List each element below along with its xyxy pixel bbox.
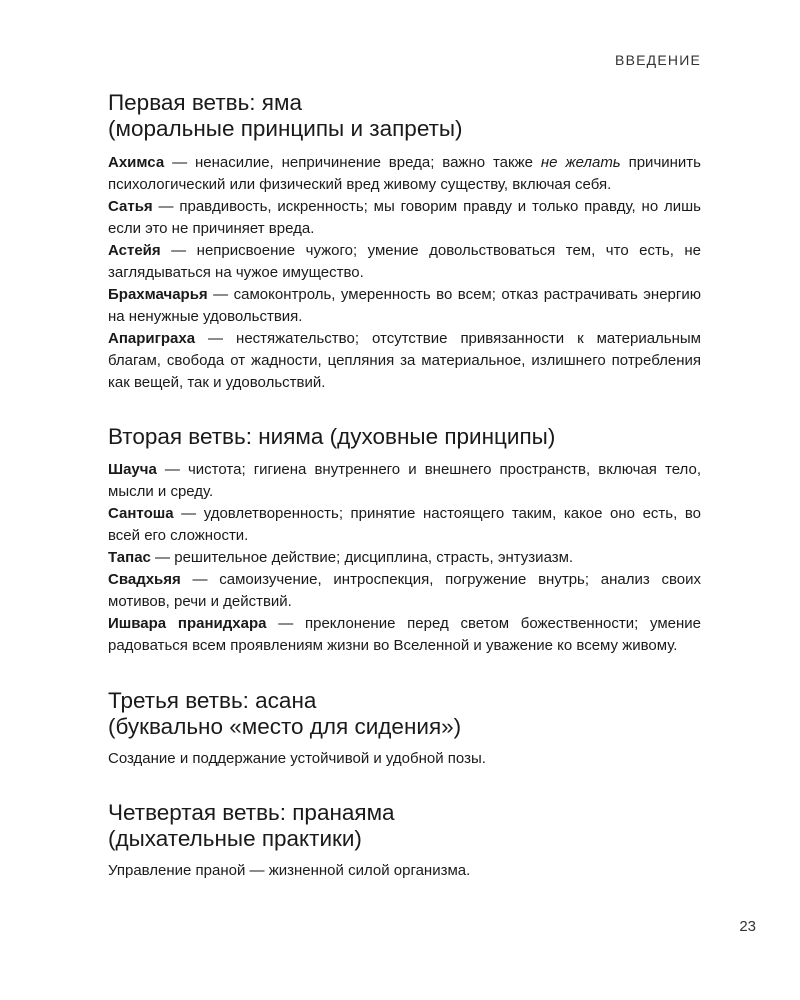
entry-text: — нестяжательство; отсутствие привязанности к материальным благам, свобода от жадности, цепляния за материальное, излишнего потребления как вещей, так и удовольствий. xyxy=(108,330,701,391)
page-number: 23 xyxy=(739,918,756,935)
entry-asteya xyxy=(108,240,701,284)
section-heading xyxy=(108,800,701,852)
entry-text: — решительное действие; дисциплина, страсть, энтузиазм. xyxy=(150,549,574,566)
section-text: Управление праной — жизненной силой организма. xyxy=(108,862,471,879)
heading-line: Вторая ветвь: нияма (духовные принципы) xyxy=(108,424,556,449)
entry-term: Ишвара пранидхара xyxy=(108,615,267,632)
entry-term: Сатья xyxy=(108,198,153,215)
section-yama xyxy=(108,90,701,394)
entry-term: Свадхьяя xyxy=(108,571,181,588)
section-heading xyxy=(108,90,701,142)
entry-text: — самоконтроль, умеренность во всем; отказ растрачивать энергию на ненужные удовольствия. xyxy=(108,286,701,325)
entry-brahmacharya xyxy=(108,284,701,328)
entry-list xyxy=(108,459,701,657)
section-heading xyxy=(108,688,701,740)
section-pranayama xyxy=(108,800,701,882)
entry-text: причинить психологический или физический вред живому существу, включая себя. xyxy=(108,154,701,193)
entry-text: — преклонение перед светом божественности; умение радоваться всем проявлениям жизни во Вселенной и уважение ко всему живому. xyxy=(108,615,701,654)
entry-term: Ахимса xyxy=(108,154,165,171)
entry-tapas xyxy=(108,547,701,569)
entry-text: — удовлетворенность; принятие настоящего таким, какое оно есть, во всей его сложности. xyxy=(108,505,701,544)
section-heading xyxy=(108,424,701,450)
entry-text: — чистота; гигиена внутреннего и внешнего пространств, включая тело, мысли и среду. xyxy=(108,461,701,500)
entry-aparigraha xyxy=(108,328,701,394)
entry-term: Шауча xyxy=(108,461,157,478)
entry-text: — самоизучение, интроспекция, погружение внутрь; анализ своих мотивов, речи и действий. xyxy=(108,571,701,610)
entry-ishvara-pranidhana xyxy=(108,613,701,657)
entry-santosha xyxy=(108,503,701,547)
entry-list xyxy=(108,152,701,394)
entry-term: Апариграха xyxy=(108,330,196,347)
heading-line: (моральные принципы и запреты) xyxy=(108,116,463,141)
heading-line: (дыхательные практики) xyxy=(108,826,362,851)
section-niyama xyxy=(108,424,701,657)
heading-line: Четвертая ветвь: пранаяма xyxy=(108,800,395,825)
heading-line: Первая ветвь: яма xyxy=(108,90,302,115)
entry-text: — неприсвоение чужого; умение довольствоваться тем, что есть, не заглядываться на чужое имущество. xyxy=(108,242,701,281)
entry-term: Сантоша xyxy=(108,505,174,522)
entry-term: Брахмачарья xyxy=(108,286,208,303)
entry-shaucha xyxy=(108,459,701,503)
section-text: Создание и поддержание устойчивой и удобной позы. xyxy=(108,750,486,767)
entry-term: Астейя xyxy=(108,242,161,259)
entry-emphasis: не желать xyxy=(540,154,621,171)
entry-svadhyaya xyxy=(108,569,701,613)
entry-term: Тапас xyxy=(108,549,151,566)
entry-text: — правдивость, искренность; мы говорим правду и только правду, но лишь если это не причиняет вреда. xyxy=(108,198,701,237)
entry-satya xyxy=(108,196,701,240)
entry-ahimsa xyxy=(108,152,701,196)
heading-line: (буквально «место для сидения») xyxy=(108,714,462,739)
heading-line: Третья ветвь: асана xyxy=(108,688,317,713)
running-head: ВВЕДЕНИЕ xyxy=(615,52,701,68)
entry-text: — ненасилие, непричинение вреда; важно также xyxy=(164,154,541,171)
section-asana xyxy=(108,688,701,770)
page-content xyxy=(108,86,701,882)
